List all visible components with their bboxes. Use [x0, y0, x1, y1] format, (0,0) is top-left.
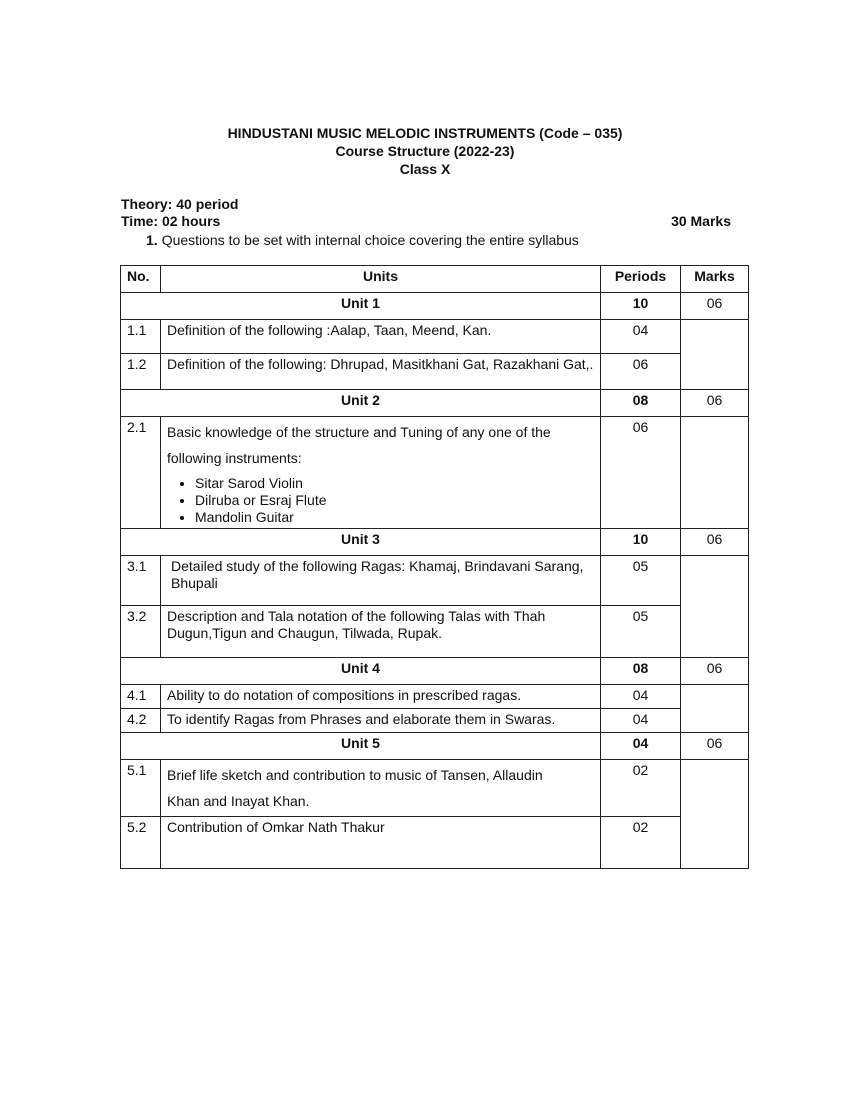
- row-periods: 06: [601, 417, 681, 529]
- row-text-line: Basic knowledge of the structure and Tuning of any one of the: [167, 424, 551, 440]
- marks-cell: [681, 417, 749, 529]
- list-item: • Dilruba or Esraj Flute: [195, 492, 594, 509]
- unit-row: [121, 733, 749, 760]
- unit-marks: 06: [681, 529, 749, 556]
- unit-periods: 10: [601, 529, 681, 556]
- unit-marks: 06: [681, 390, 749, 417]
- row-text-line: following instruments:: [167, 450, 302, 466]
- unit-periods: 08: [601, 390, 681, 417]
- row-text: Definition of the following: Dhrupad, Masitkhani Gat, Razakhani Gat,.: [161, 354, 601, 390]
- document-header: [0, 124, 850, 178]
- unit-periods: 10: [601, 293, 681, 320]
- unit-periods: 04: [601, 733, 681, 760]
- unit-row: [121, 390, 749, 417]
- marks-cell: [681, 760, 749, 869]
- marks-cell: [681, 320, 749, 390]
- total-marks: 30 Marks: [671, 213, 731, 229]
- row-number: 5.2: [121, 817, 161, 869]
- row-text-line: Khan and Inayat Khan.: [167, 793, 310, 809]
- unit-name: Unit 4: [121, 658, 601, 685]
- row-number: 3.1: [121, 556, 161, 606]
- unit-row: [121, 529, 749, 556]
- row-periods: 04: [601, 320, 681, 354]
- instruction-item: [146, 232, 579, 248]
- row-number: 2.1: [121, 417, 161, 529]
- row-text: Ability to do notation of compositions in prescribed ragas.: [161, 685, 601, 709]
- row-number: 1.1: [121, 320, 161, 354]
- unit-row: [121, 658, 749, 685]
- list-item: • Mandolin Guitar: [195, 509, 594, 526]
- row-text: To identify Ragas from Phrases and elaborate them in Swaras.: [161, 709, 601, 733]
- table-row: [121, 417, 749, 529]
- syllabus-table: [120, 265, 749, 869]
- marks-cell: [681, 685, 749, 733]
- row-text: Definition of the following :Aalap, Taan, Meend, Kan.: [161, 320, 601, 354]
- row-number: 3.2: [121, 606, 161, 658]
- unit-name: Unit 1: [121, 293, 601, 320]
- row-periods: 05: [601, 606, 681, 658]
- table-row: [121, 685, 749, 709]
- exam-time: Time: 02 hours: [121, 213, 221, 229]
- instrument-list: [173, 475, 594, 526]
- row-periods: 04: [601, 685, 681, 709]
- header-marks: Marks: [681, 266, 749, 293]
- row-text-line: Brief life sketch and contribution to music of Tansen, Allaudin: [167, 767, 543, 783]
- theory-period: Theory: 40 period: [121, 196, 239, 212]
- table-row: [121, 606, 749, 658]
- table-row: [121, 709, 749, 733]
- row-text: Description and Tala notation of the following Talas with Thah Dugun,Tigun and Chaugun, Tilwada, Rupak.: [161, 606, 601, 658]
- row-text-block: [161, 760, 601, 817]
- row-text-block: [161, 417, 601, 529]
- table-row: [121, 320, 749, 354]
- row-periods: 02: [601, 817, 681, 869]
- list-item: • Sitar Sarod Violin: [195, 475, 594, 492]
- unit-marks: 06: [681, 733, 749, 760]
- row-periods: 02: [601, 760, 681, 817]
- row-periods: 05: [601, 556, 681, 606]
- unit-name: Unit 2: [121, 390, 601, 417]
- class-label: Class X: [399, 161, 451, 177]
- marks-cell: [681, 556, 749, 658]
- row-text: Detailed study of the following Ragas: Khamaj, Brindavani Sarang, Bhupali: [161, 556, 601, 606]
- table-row: [121, 556, 749, 606]
- row-periods: 06: [601, 354, 681, 390]
- unit-row: [121, 293, 749, 320]
- row-periods: 04: [601, 709, 681, 733]
- row-number: 4.1: [121, 685, 161, 709]
- time-marks-row: [121, 213, 731, 229]
- unit-name: Unit 5: [121, 733, 601, 760]
- instruction-text: Questions to be set with internal choice covering the entire syllabus: [161, 232, 579, 248]
- row-text: Contribution of Omkar Nath Thakur: [161, 817, 601, 869]
- unit-marks: 06: [681, 658, 749, 685]
- table-header-row: [121, 266, 749, 293]
- document-title: HINDUSTANI MUSIC MELODIC INSTRUMENTS (Code – 035): [227, 125, 623, 141]
- unit-marks: 06: [681, 293, 749, 320]
- instruction-number: 1.: [146, 232, 158, 248]
- row-number: 1.2: [121, 354, 161, 390]
- document-subtitle: Course Structure (2022-23): [335, 143, 515, 159]
- table-row: [121, 760, 749, 817]
- row-number: 5.1: [121, 760, 161, 817]
- table-row: [121, 817, 749, 869]
- header-units: Units: [161, 266, 601, 293]
- unit-name: Unit 3: [121, 529, 601, 556]
- unit-periods: 08: [601, 658, 681, 685]
- row-number: 4.2: [121, 709, 161, 733]
- table-row: [121, 354, 749, 390]
- header-periods: Periods: [601, 266, 681, 293]
- header-no: No.: [121, 266, 161, 293]
